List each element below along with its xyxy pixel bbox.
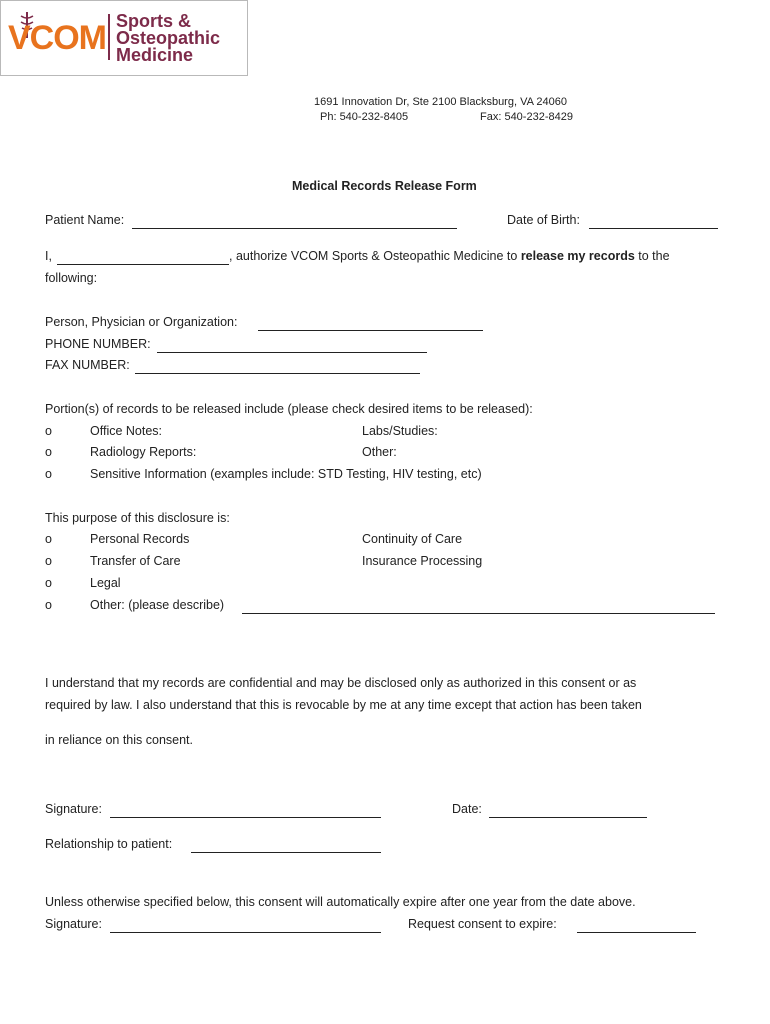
- person-label: Person, Physician or Organization:: [45, 315, 238, 329]
- continuity-label: Continuity of Care: [362, 532, 463, 546]
- checkbox-transfer[interactable]: o: [45, 554, 52, 568]
- signature-field[interactable]: [110, 817, 381, 818]
- relationship-field[interactable]: [191, 852, 381, 853]
- labs-label: Labs/Studies:: [362, 424, 438, 438]
- auth-statement: , authorize VCOM Sports & Osteopathic Medicine to release my records to the: [229, 249, 670, 263]
- logo-divider: [108, 14, 110, 60]
- consent-line-3: in reliance on this consent.: [45, 733, 194, 747]
- signature-2-field[interactable]: [110, 932, 381, 933]
- dob-label: Date of Birth:: [507, 213, 580, 227]
- dob-field[interactable]: [589, 228, 718, 229]
- purpose-heading: This purpose of this disclosure is:: [45, 511, 230, 525]
- portions-heading: Portion(s) of records to be released include (please check desired items to be released):: [45, 402, 533, 416]
- personal-records-label: Personal Records: [90, 532, 190, 546]
- person-field[interactable]: [258, 330, 483, 331]
- auth-prefix: I,: [45, 249, 52, 263]
- checkbox-office-notes[interactable]: o: [45, 424, 52, 438]
- fax-number: Fax: 540-232-8429: [480, 111, 573, 123]
- form-title: Medical Records Release Form: [292, 179, 477, 193]
- phone-field[interactable]: [157, 352, 427, 353]
- signature-label: Signature:: [45, 802, 102, 816]
- logo-line-2: Osteopathic: [116, 28, 221, 48]
- checkbox-radiology[interactable]: o: [45, 445, 52, 459]
- consent-line-1: I understand that my records are confidential and may be disclosed only as authorized in this consent or as: [45, 676, 637, 690]
- vcom-logo: [0, 0, 248, 76]
- phone-number: Ph: 540-232-8405: [320, 111, 409, 123]
- checkbox-other-purpose[interactable]: o: [45, 598, 52, 612]
- patient-name-field[interactable]: [132, 228, 457, 229]
- other-portion-label: Other:: [362, 445, 397, 459]
- fax-field[interactable]: [135, 373, 420, 374]
- office-notes-label: Office Notes:: [90, 424, 163, 438]
- address-line: 1691 Innovation Dr, Ste 2100 Blacksburg, VA 24060: [314, 96, 567, 108]
- expire-note: Unless otherwise specified below, this consent will automatically expire after one year from the date above.: [45, 895, 636, 909]
- transfer-label: Transfer of Care: [90, 554, 181, 568]
- signature-2-label: Signature:: [45, 917, 102, 931]
- other-purpose-field[interactable]: [242, 613, 715, 614]
- authorizer-name-field[interactable]: [57, 264, 229, 265]
- date-field[interactable]: [489, 817, 647, 818]
- fax-label: FAX NUMBER:: [45, 358, 130, 372]
- sensitive-label: Sensitive Information (examples include: STD Testing, HIV testing, etc): [90, 467, 482, 481]
- other-purpose-label: Other: (please describe): [90, 598, 225, 612]
- patient-name-label: Patient Name:: [45, 213, 125, 227]
- checkbox-legal[interactable]: o: [45, 576, 52, 590]
- request-expire-label: Request consent to expire:: [408, 917, 557, 931]
- legal-label: Legal: [90, 576, 121, 590]
- checkbox-sensitive[interactable]: o: [45, 467, 52, 481]
- request-expire-field[interactable]: [577, 932, 696, 933]
- logo-wordmark: VCOM: [8, 19, 106, 57]
- relationship-label: Relationship to patient:: [45, 837, 173, 851]
- consent-line-2: required by law. I also understand that this is revocable by me at any time except that action has been taken: [45, 698, 642, 712]
- date-label: Date:: [452, 802, 482, 816]
- checkbox-personal-records[interactable]: o: [45, 532, 52, 546]
- logo-line-1: Sports &: [116, 11, 192, 31]
- logo-line-3: Medicine: [116, 45, 194, 65]
- auth-line-2: following:: [45, 271, 98, 285]
- radiology-label: Radiology Reports:: [90, 445, 197, 459]
- insurance-label: Insurance Processing: [362, 554, 483, 568]
- phone-label: PHONE NUMBER:: [45, 337, 151, 351]
